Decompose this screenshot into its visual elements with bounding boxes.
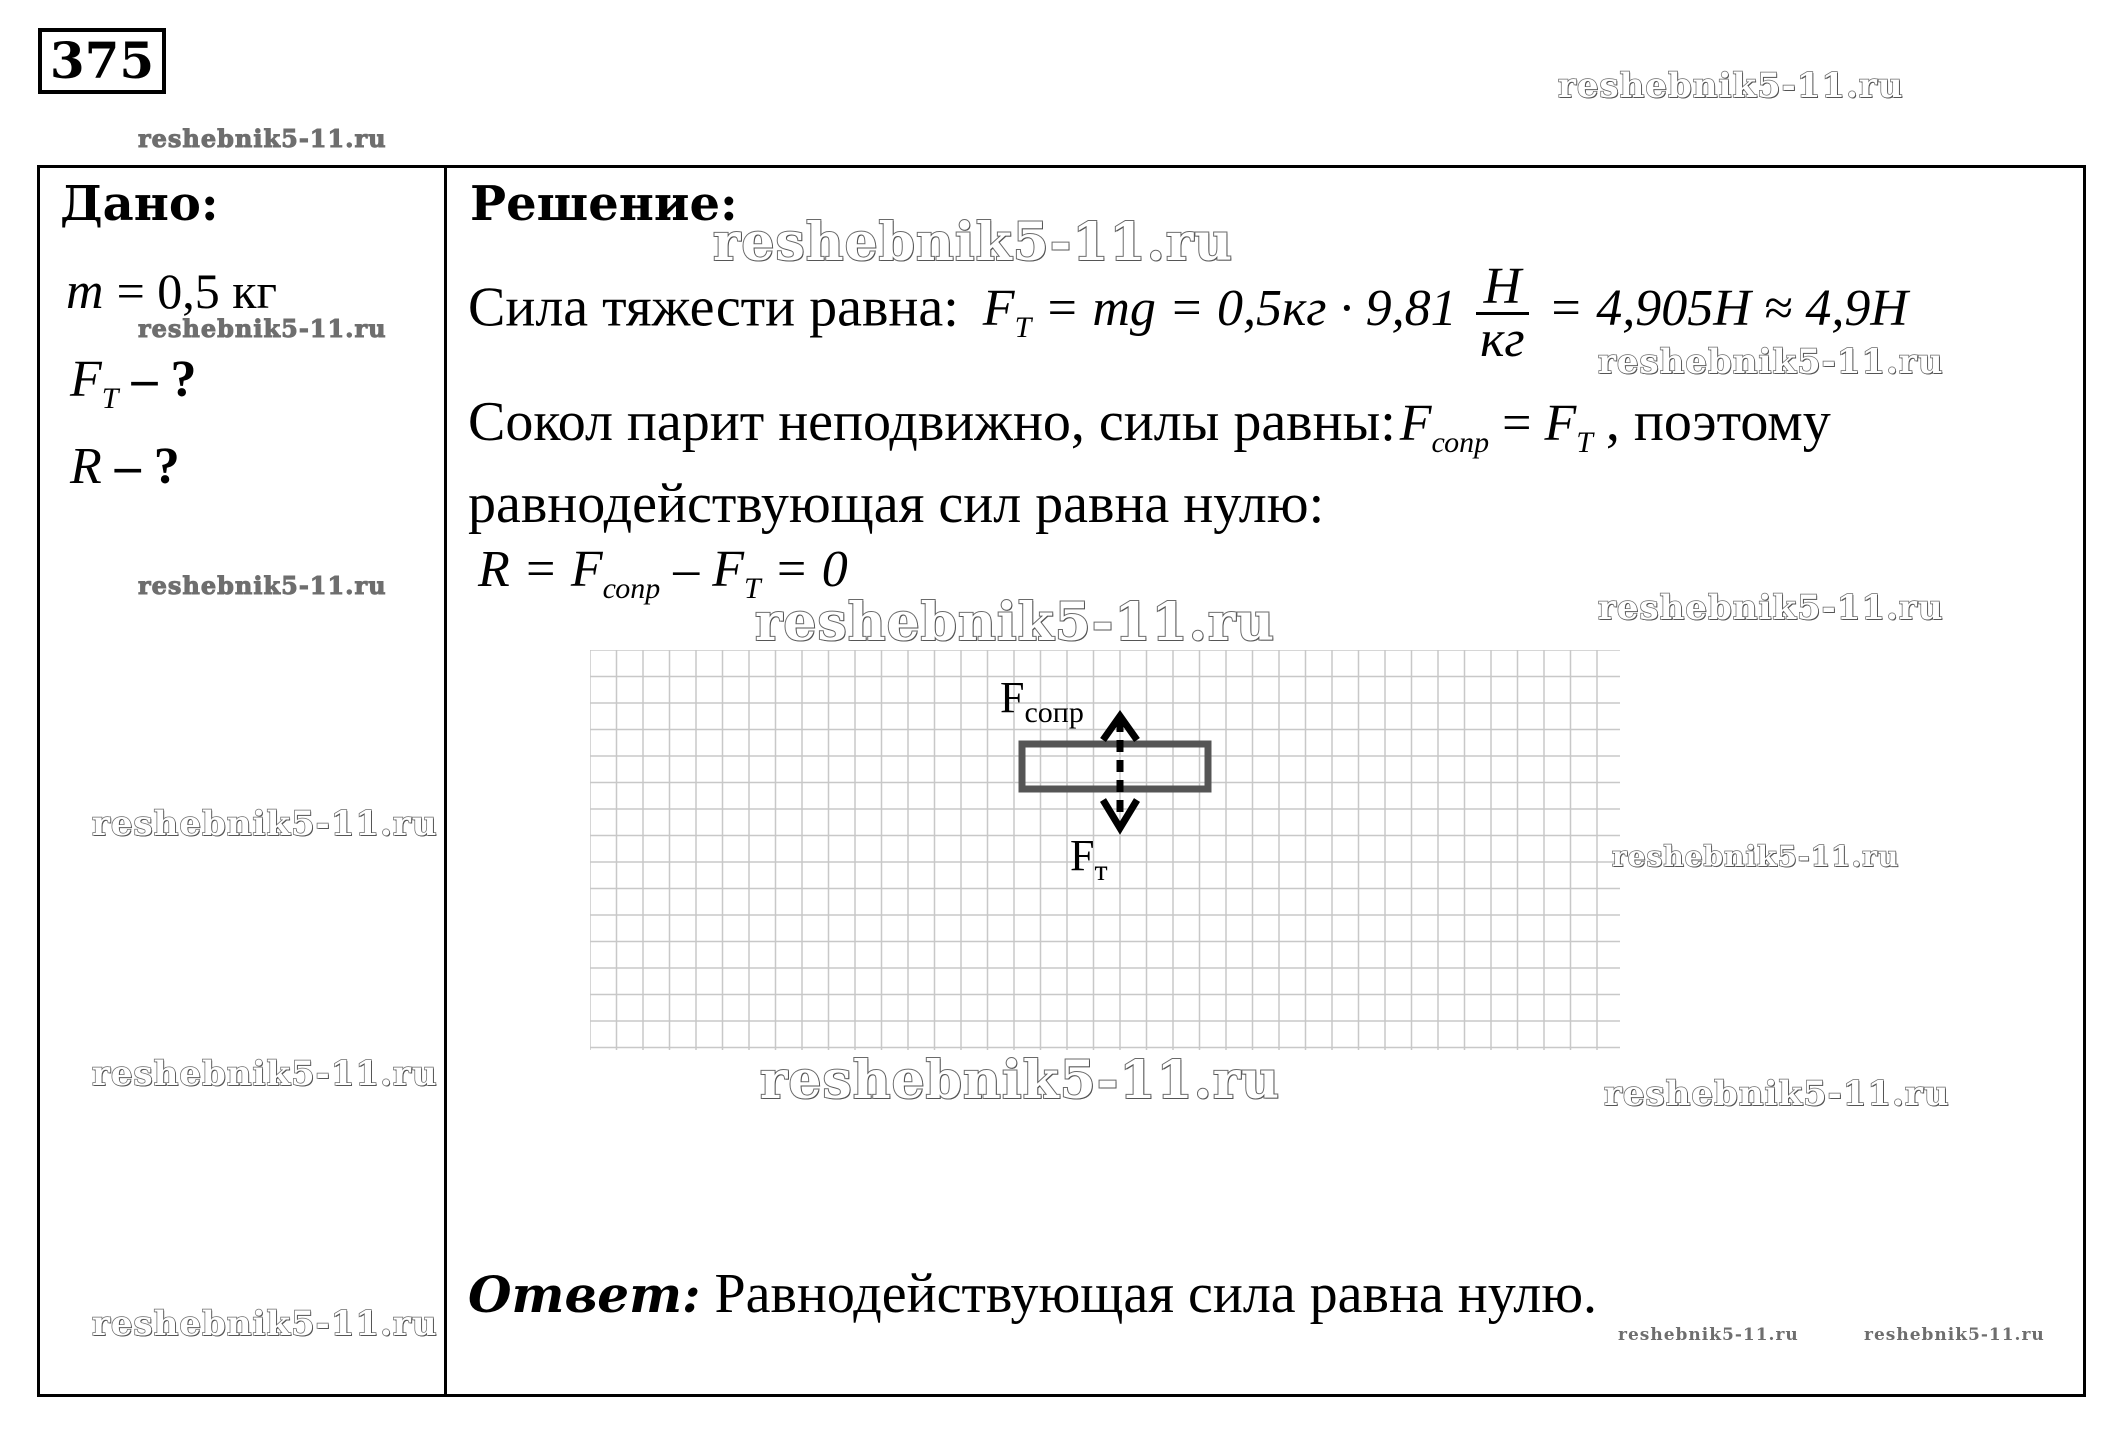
watermark: reshebnik5-11.ru xyxy=(92,804,438,844)
solution-line-2 xyxy=(468,390,1831,460)
column-divider xyxy=(444,165,447,1397)
mass-variable: m xyxy=(66,263,104,320)
solution-heading: Решение: xyxy=(470,176,738,232)
gravity-question: – ? xyxy=(131,351,197,408)
line2-formula xyxy=(1399,395,1606,459)
drag-force-sub: сопр xyxy=(1024,695,1084,729)
watermark: reshebnik5-11.ru xyxy=(1612,840,1900,873)
line2-text: Сокол парит неподвижно, силы равны: xyxy=(468,391,1396,453)
watermark: reshebnik5-11.ru xyxy=(92,1054,438,1094)
watermark: reshebnik5-11.ru xyxy=(92,1304,438,1344)
line2-F1-sub: сопр xyxy=(1431,426,1490,459)
resultant-question: – ? xyxy=(114,438,180,495)
line4-minus: – F xyxy=(673,541,744,598)
given-gravity-unknown xyxy=(70,350,196,416)
watermark: reshebnik5-11.ru xyxy=(1864,1325,2045,1345)
given-heading: Дано: xyxy=(60,176,219,232)
line4-end: = 0 xyxy=(773,541,848,598)
line2-end: , поэтому xyxy=(1605,391,1831,453)
line1-end: = 4,905H ≈ 4,9H xyxy=(1548,280,1908,338)
watermark: reshebnik5-11.ru xyxy=(755,592,1276,653)
answer-text: Равнодействующая сила равна нулю. xyxy=(714,1263,1598,1325)
line4-sub2: T xyxy=(743,572,761,605)
line2-F2: F xyxy=(1544,395,1577,452)
watermark: reshebnik5-11.ru xyxy=(138,124,387,153)
gravity-force-label xyxy=(1070,830,1108,888)
line4-sub1: сопр xyxy=(602,572,661,605)
gravity-force-letter: F xyxy=(1070,831,1095,880)
resultant-variable: R xyxy=(70,438,102,495)
line1-fraction xyxy=(1476,258,1530,368)
drag-force-label xyxy=(1000,672,1084,730)
watermark: reshebnik5-11.ru xyxy=(138,571,387,600)
line1-text: Сила тяжести равна: xyxy=(468,276,959,339)
answer-label: Ответ: xyxy=(468,1265,701,1324)
gravity-force-sub: т xyxy=(1094,853,1108,887)
line4-R: R = F xyxy=(478,541,603,598)
watermark: reshebnik5-11.ru xyxy=(1618,1325,1799,1345)
watermark: reshebnik5-11.ru xyxy=(713,212,1234,273)
watermark: reshebnik5-11.ru xyxy=(1598,342,1944,382)
line1-mid: = mg = 0,5кг · 9,81 xyxy=(1044,280,1457,338)
problem-number: 375 xyxy=(38,28,166,94)
watermark: reshebnik5-11.ru xyxy=(1604,1074,1950,1114)
gravity-variable: F xyxy=(70,351,102,408)
watermark: reshebnik5-11.ru xyxy=(760,1050,1281,1111)
fraction-numerator: H xyxy=(1476,262,1530,315)
gravity-subscript: T xyxy=(101,382,119,415)
given-mass xyxy=(66,262,277,321)
solution-line-3: равнодействующая сил равна нулю: xyxy=(468,473,1325,535)
watermark: reshebnik5-11.ru xyxy=(138,314,387,343)
answer-line xyxy=(468,1262,1597,1326)
given-resultant-unknown xyxy=(70,437,180,496)
line2-eq: = xyxy=(1502,395,1532,452)
watermark: reshebnik5-11.ru xyxy=(1558,66,1904,106)
line2-F2-sub: T xyxy=(1576,426,1593,459)
fraction-denominator: кг xyxy=(1480,311,1525,368)
mass-value: = 0,5 кг xyxy=(116,263,278,319)
drag-force-letter: F xyxy=(1000,673,1025,722)
line1-F: F xyxy=(982,280,1015,338)
line1-F-sub: T xyxy=(1014,311,1032,345)
line2-F1: F xyxy=(1399,395,1432,452)
watermark: reshebnik5-11.ru xyxy=(1598,588,1944,628)
